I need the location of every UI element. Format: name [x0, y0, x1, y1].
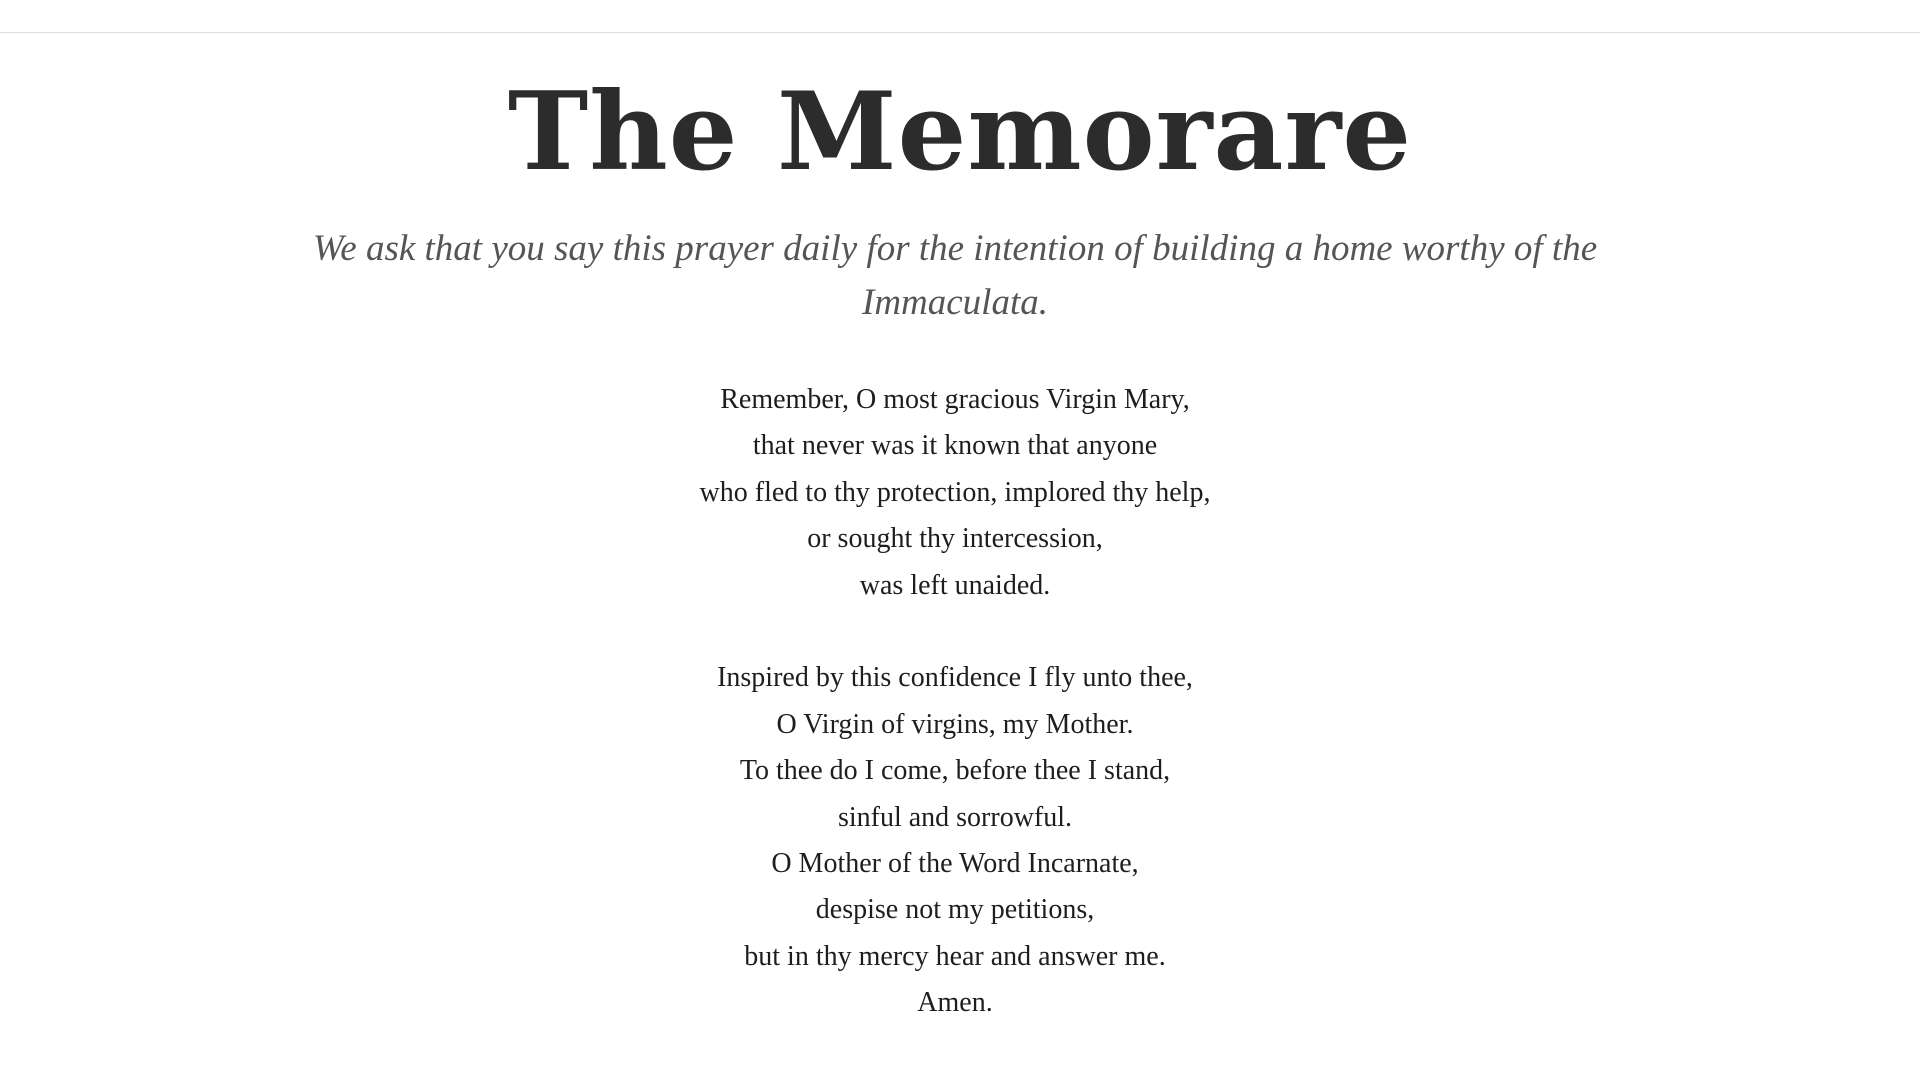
prayer-closing-amen: Amen.: [917, 987, 993, 1019]
top-divider: [0, 32, 1920, 33]
prayer-line: but in thy mercy hear and answer me.: [744, 940, 1166, 972]
prayer-line: Remember, O most gracious Virgin Mary,: [720, 384, 1190, 415]
prayer-line: was left unaided.: [859, 569, 1051, 601]
prayer-intention: We ask that you say this prayer daily for the intention of building a home worthy of the Immaculata.: [312, 228, 1598, 323]
prayer-stanza-2: [0, 655, 1910, 1026]
prayer-stanza-1: [0, 377, 1910, 609]
prayer-line: To thee do I come, before thee I stand,: [739, 755, 1171, 787]
prayer-line: despise not my petitions,: [815, 894, 1095, 926]
prayer-line: or sought thy intercession,: [807, 523, 1103, 555]
prayer-line: O Virgin of virgins, my Mother.: [776, 708, 1134, 740]
memorare-prayer-text: [0, 377, 1910, 1027]
prayer-line: sinful and sorrowful.: [837, 801, 1073, 833]
prayer-line: Inspired by this confidence I fly unto thee,: [717, 662, 1193, 694]
prayer-line: that never was it known that anyone: [752, 430, 1158, 462]
prayer-line: O Mother of the Word Incarnate,: [771, 848, 1139, 880]
page-title: The Memorare: [507, 69, 1413, 195]
prayer-line: who fled to thy protection, implored thy help,: [699, 476, 1211, 508]
